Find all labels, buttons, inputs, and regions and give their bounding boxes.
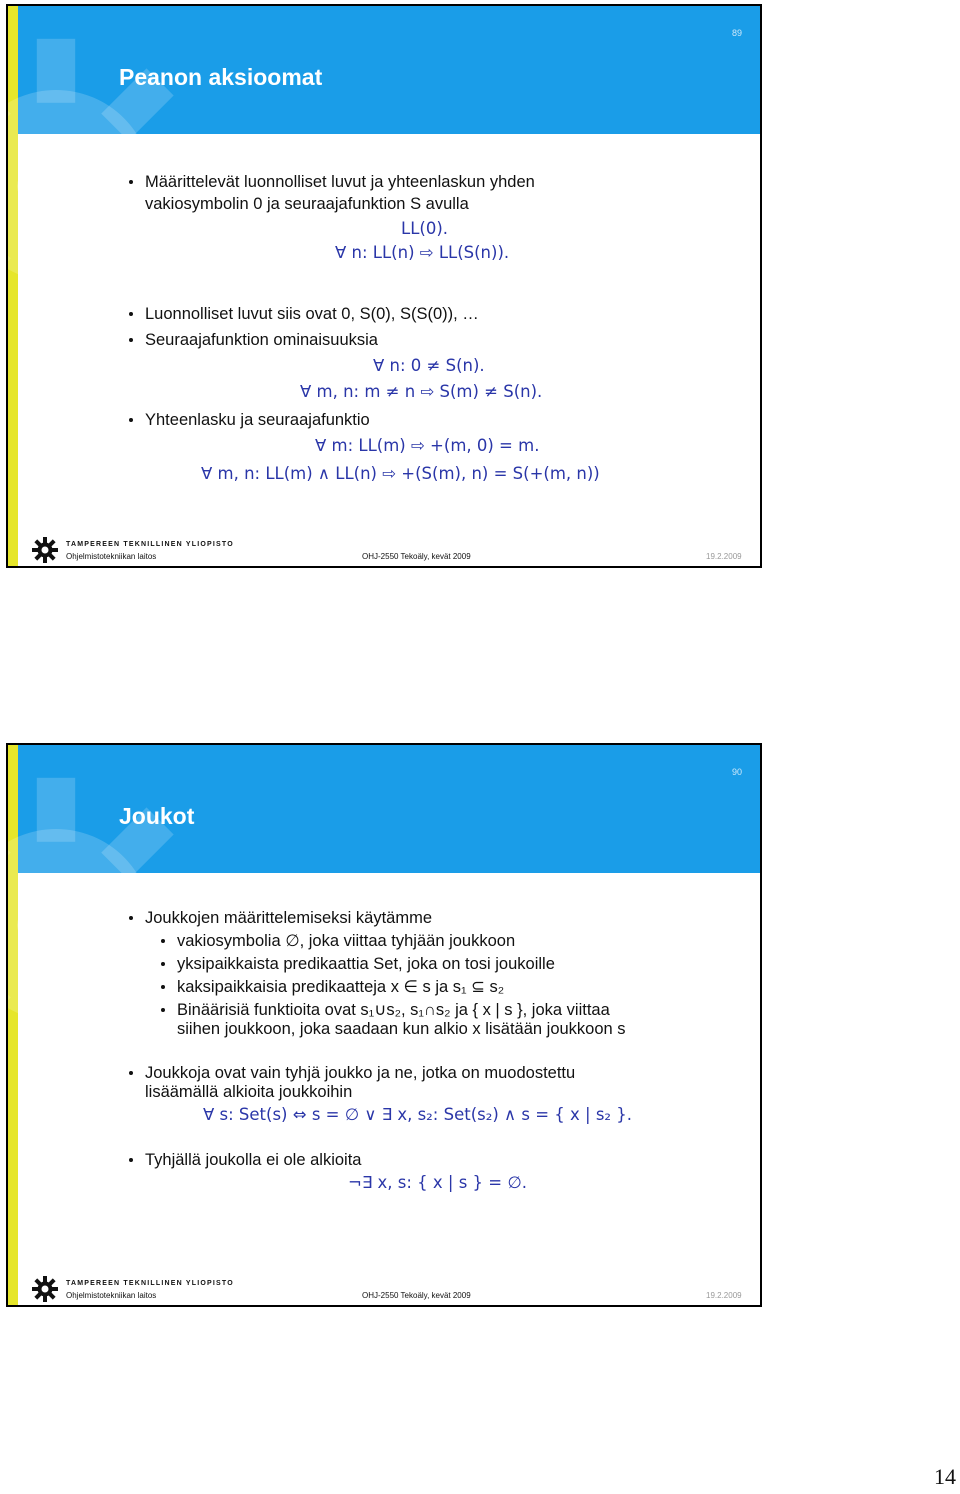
slide-89 <box>6 4 762 568</box>
formula: ∀ s: Set(s) ⇔ s = ∅ ∨ ∃ x, s₂: Set(s₂) ∧ s = { x | s₂ }. <box>203 1105 633 1124</box>
slide-title: Joukot <box>119 803 195 829</box>
formula: ∀ n: 0 ≠ S(n). <box>373 356 485 375</box>
sub-bullet-text-continued: siihen joukkoon, joka saadaan kun alkio x lisätään joukkoon s <box>177 1020 626 1038</box>
formula: ∀ n: LL(n) ⇨ LL(S(n)). <box>335 243 510 262</box>
department-name: Ohjelmistotekniikan laitos <box>66 1291 157 1300</box>
slide-body <box>18 873 760 1269</box>
course-name: OHJ-2550 Tekoäly, kevät 2009 <box>362 552 471 561</box>
footer-date: 19.2.2009 <box>706 552 742 561</box>
slide-number: 90 <box>731 767 742 777</box>
university-name: TAMPEREEN TEKNILLINEN YLIOPISTO <box>66 1280 234 1287</box>
formula: ¬∃ x, s: { x | s } = ∅. <box>348 1173 527 1192</box>
bullet-text: Tyhjällä joukolla ei ole alkioita <box>145 1151 362 1169</box>
bullet-text: Yhteenlasku ja seuraajafunktio <box>145 411 370 429</box>
page-number: 14 <box>934 1464 956 1489</box>
formula: ∀ m: LL(m) ⇨ +(m, 0) = m. <box>315 436 540 455</box>
university-logo-icon <box>32 1276 58 1302</box>
bullet-text: Joukkojen määrittelemiseksi käytämme <box>145 909 433 927</box>
slide-number: 89 <box>731 28 742 38</box>
formula: LL(0). <box>401 219 449 238</box>
bullet-text: Seuraajafunktion ominaisuuksia <box>145 331 378 349</box>
formula: ∀ m, n: LL(m) ∧ LL(n) ⇨ +(S(m), n) = S(+(m, n)) <box>201 464 600 483</box>
slide-footer <box>18 1269 760 1307</box>
university-name: TAMPEREEN TEKNILLINEN YLIOPISTO <box>66 541 234 548</box>
sub-bullet-text: vakiosymbolia ∅, joka viittaa tyhjään joukkoon <box>177 932 516 950</box>
slide-footer <box>18 530 760 568</box>
sub-bullet-text: kaksipaikkaisia predikaatteja x ∈ s ja s₁ ⊆ s₂ <box>177 978 505 996</box>
bullet-text: Luonnolliset luvut siis ovat 0, S(0), S(S(0)), … <box>145 305 479 323</box>
sub-bullet-text: yksipaikkaista predikaattia Set, joka on tosi joukoille <box>177 955 555 973</box>
bullet-text: Määrittelevät luonnolliset luvut ja yhteenlaskun yhden <box>145 173 535 191</box>
slide-title: Peanon aksioomat <box>119 64 323 90</box>
course-name: OHJ-2550 Tekoäly, kevät 2009 <box>362 1291 471 1300</box>
bullet-text: Joukkoja ovat vain tyhjä joukko ja ne, jotka on muodostettu <box>145 1064 576 1082</box>
slide-90 <box>6 743 762 1307</box>
footer-date: 19.2.2009 <box>706 1291 742 1300</box>
university-logo-icon <box>32 537 58 563</box>
bullet-text-continued: vakiosymbolin 0 ja seuraajafunktion S avulla <box>145 195 469 213</box>
bullet-text-continued: lisäämällä alkioita joukkoihin <box>145 1083 353 1101</box>
slide-body <box>18 134 760 530</box>
formula: ∀ m, n: m ≠ n ⇨ S(m) ≠ S(n). <box>300 382 543 401</box>
department-name: Ohjelmistotekniikan laitos <box>66 552 157 561</box>
sub-bullet-text: Binäärisiä funktioita ovat s₁∪s₂, s₁∩s₂ ja { x | s }, joka viittaa <box>177 1001 610 1019</box>
